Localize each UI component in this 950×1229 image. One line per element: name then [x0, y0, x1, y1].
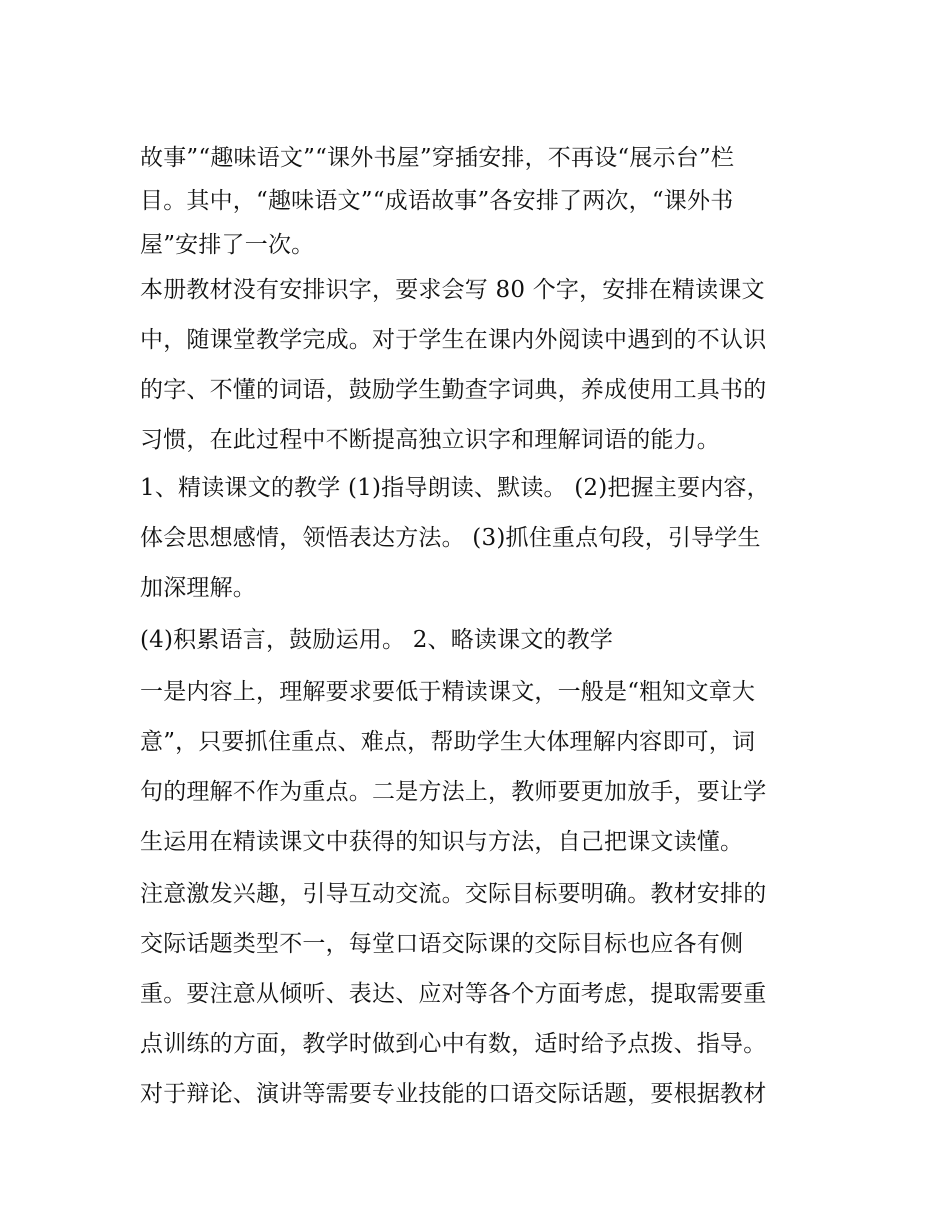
text-line: 意”，只要抓住重点、难点，帮助学生大体理解内容即可，词: [140, 729, 756, 755]
text-line: 句的理解不作为重点。二是方法上，教师要更加放手，要让学: [140, 779, 767, 805]
text-line: 注意激发兴趣，引导互动交流。交际目标要明确。教材安排的: [140, 881, 767, 907]
text-line: 交际话题类型不一，每堂口语交际课的交际目标也应各有侧: [140, 931, 744, 957]
text-line: 加深理解。: [140, 575, 256, 601]
text-line: 习惯，在此过程中不断提高独立识字和理解词语的能力。: [140, 427, 720, 453]
text-line: 本册教材没有安排识字，要求会写 80 个字，安排在精读课文: [140, 277, 765, 303]
text-line: 屋”安排了一次。: [140, 232, 315, 258]
text-line: 1、精读课文的教学 (1)指导朗读、默读。 (2)把握主要内容，: [140, 475, 770, 501]
text-line: 点训练的方面，教学时做到心中有数，适时给予点拨、指导。: [140, 1031, 767, 1057]
text-line: 故事”“趣味语文”“课外书屋”穿插安排，不再设“展示台”栏: [140, 145, 735, 171]
text-line: (4)积累语言，鼓励运用。 2、略读课文的教学: [140, 627, 614, 653]
text-line: 生运用在精读课文中获得的知识与方法，自己把课文读懂。: [140, 829, 744, 855]
text-line: 重。要注意从倾听、表达、应对等各个方面考虑，提取需要重: [140, 981, 767, 1007]
text-line: 中，随课堂教学完成。对于学生在课内外阅读中遇到的不认识: [140, 327, 767, 353]
text-line: 体会思想感情，领悟表达方法。 (3)抓住重点句段，引导学生: [140, 525, 761, 551]
text-line: 的字、不懂的词语，鼓励学生勤查字词典，养成使用工具书的: [140, 377, 767, 403]
text-line: 一是内容上，理解要求要低于精读课文，一般是“粗知文章大: [140, 679, 756, 705]
text-line: 目。其中，“趣味语文”“成语故事”各安排了两次，“课外书: [140, 188, 734, 214]
text-line: 对于辩论、演讲等需要专业技能的口语交际话题，要根据教材: [140, 1081, 767, 1107]
